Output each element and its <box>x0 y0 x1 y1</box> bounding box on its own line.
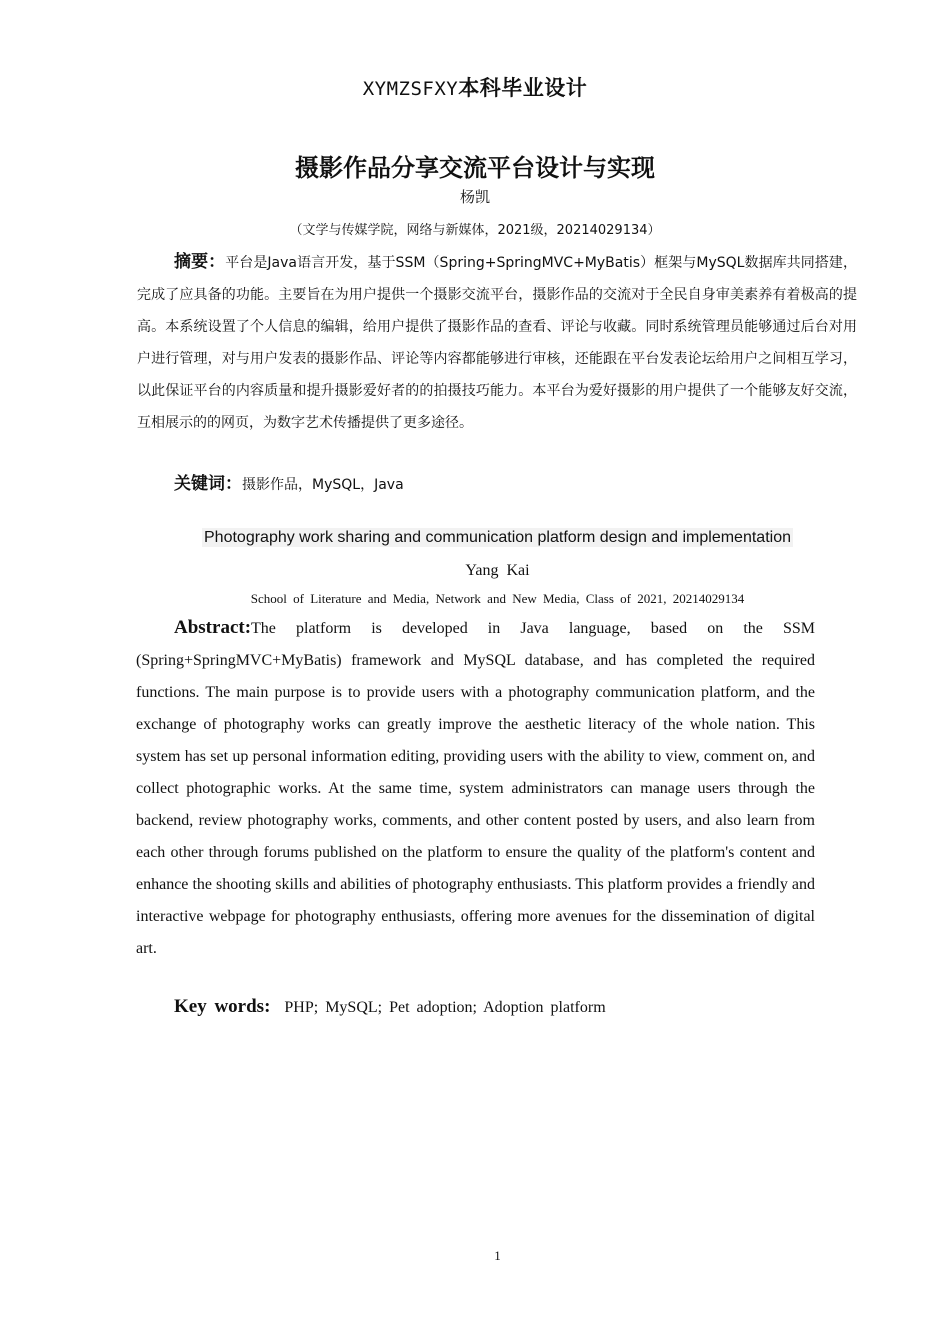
chinese-title: 摄影作品分享交流平台设计与实现 <box>295 154 655 182</box>
english-keywords <box>174 996 606 1018</box>
english-affiliation: School of Literature and Media, Network and New Media, Class of 2021, 20214029134 <box>250 591 745 606</box>
chinese-author: 杨凯 <box>459 188 490 206</box>
english-abstract <box>136 612 815 965</box>
chinese-keywords-label: 关键词： <box>174 474 242 494</box>
chinese-affiliation: （文学与传媒学院，网络与新媒体，2021级，20214029134） <box>289 223 661 238</box>
chinese-keywords-text: 摄影作品，MySQL，Java <box>242 477 404 493</box>
english-keywords-text: PHP; MySQL; Pet adoption; Adoption platform <box>284 999 606 1016</box>
chinese-abstract-text: 平台是Java语言开发，基于SSM（Spring+SpringMVC+MyBatis）框架与MySQL数据库共同搭建，完成了应具备的功能。主要旨在为用户提供一个摄影交流平台，摄影作品的交流对于全民自身审美素养有着极高的提高。本系统设置了个人信息的编辑，给用户提供了摄影作品的查看、评论与收藏。同时系统管理员能够通过后台对用户进行管理，对与用户发表的摄影作品、评论等内容都能够进行审核，还能跟在平台发表论坛给用户之间相互学习，以此保证平台的内容质量和提升摄影爱好者的的拍摄技巧能力。本平台为爱好摄影的用户提供了一个能够友好交流，互相展示的的网页，为数字艺术传播提供了更多途径。 <box>137 255 858 431</box>
header-latin: XYMZSFXY <box>362 78 459 100</box>
english-title: Photography work sharing and communication platform design and implementation <box>204 529 791 546</box>
english-title-line <box>0 529 950 547</box>
english-keywords-label: Key words: <box>174 996 271 1017</box>
english-abstract-label: Abstract: <box>174 617 252 638</box>
chinese-abstract-label: 摘要： <box>174 252 226 272</box>
english-abstract-text: The platform is developed in Java language, based on the SSM (Spring+SpringMVC+MyBatis) framework and MySQL database, and has completed the required functions. The main purpose is to provide users with a photography communication platform, and the exchange of photography works can greatly improve the aesthetic literacy of the whole nation. This system has set up personal information editing, providing users with the ability to view, comment on, and collect photographic works. At the same time, system administrators can manage users through the backend, review photography works, comments, and other content posted by users, and also learn from each other through forums published on the platform to ensure the quality of the platform's content and enhance the shooting skills and abilities of photography enthusiasts. This platform provides a friendly and interactive webpage for photography enthusiasts, offering more avenues for the dissemination of digital art. <box>136 620 815 957</box>
chinese-keywords <box>174 469 404 494</box>
page-number: 1 <box>494 1248 501 1263</box>
document-header <box>0 72 950 102</box>
chinese-abstract <box>137 246 857 439</box>
english-author: Yang Kai <box>465 562 530 579</box>
header-cjk: 本科毕业设计 <box>458 76 588 100</box>
